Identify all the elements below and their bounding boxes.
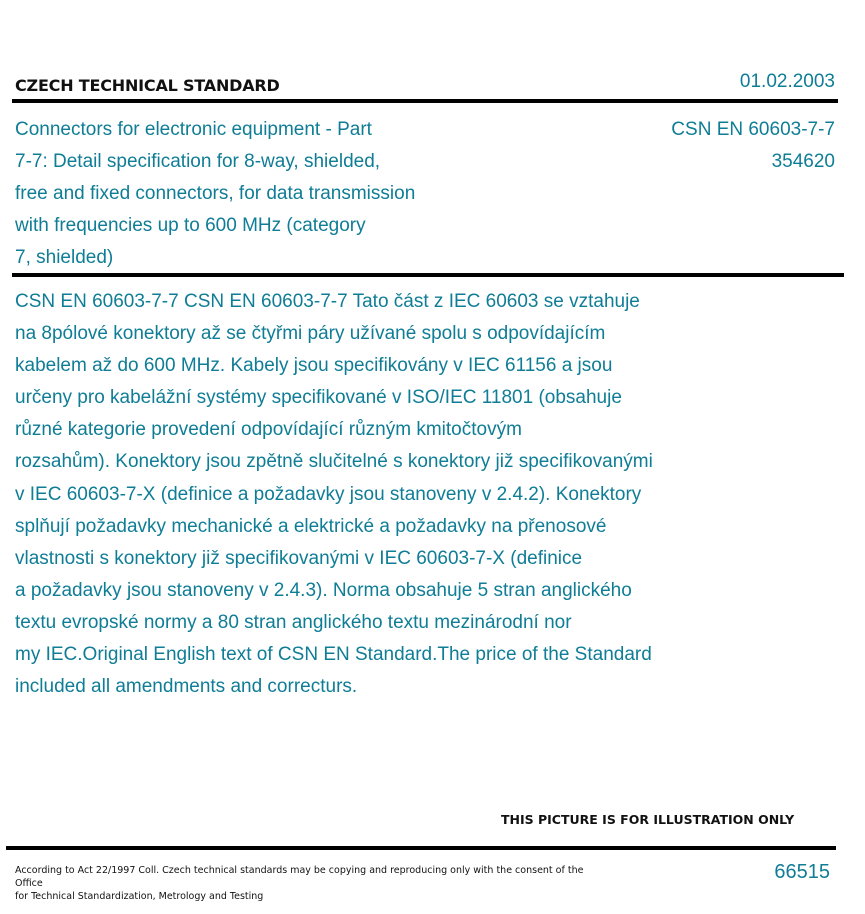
- publication-date: 01.02.2003: [739, 71, 835, 92]
- standard-identifier-block: [671, 114, 835, 178]
- legal-notice-line: According to Act 22/1997 Coll. Czech technical standards may be copying and reproducing only with the consent of the Office: [15, 865, 584, 889]
- standard-code: CSN EN 60603-7-7: [671, 119, 835, 140]
- document-type-heading: CZECH TECHNICAL STANDARD: [15, 76, 280, 95]
- legal-notice: [15, 864, 595, 903]
- document-number: 66515: [774, 861, 830, 883]
- footer-divider: [6, 846, 836, 850]
- legal-notice-line: for Technical Standardization, Metrology and Testing: [15, 891, 264, 902]
- header-divider: [12, 99, 838, 103]
- title-divider: [12, 273, 844, 277]
- standard-description: CSN EN 60603-7-7 CSN EN 60603-7-7 Tato část z IEC 60603 se vztahuje na 8pólové konektory až se čtyřmi páry užívané spolu s odpovídajícím kabelem až do 600 MHz. Kabely jsou specifikovány v IEC 61156 a jsou určeny pro kabelážní systémy specifikované v ISO/IEC 11801 (obsahuje různé kategorie provedení odpovídající různým kmitočtovým rozsahům). Konektory jsou zpětně slučitelné s konektory již specifikovanými v IEC 60603-7-X (definice a požadavky jsou stanoveny v 2.4.2). Konektory splňují požadavky mechanické a elektrické a požadavky na přenosové vlastnosti s konektory již specifikovanými v IEC 60603-7-X (definice a požadavky jsou stanoveny v 2.4.3). Norma obsahuje 5 stran anglického textu evropské normy a 80 stran anglického textu mezinárodní nor my IEC.Original English text of CSN EN Standard.The price of the Standard included all amendments and correcturs.: [15, 291, 653, 698]
- standard-title: Connectors for electronic equipment - Part 7-7: Detail specification for 8-way, shielded, free and fixed connectors, for data transmission with frequencies up to 600 MHz (category 7, shielded): [15, 119, 416, 268]
- illustration-notice: THIS PICTURE IS FOR ILLUSTRATION ONLY: [501, 812, 795, 827]
- catalog-number: 354620: [771, 151, 835, 172]
